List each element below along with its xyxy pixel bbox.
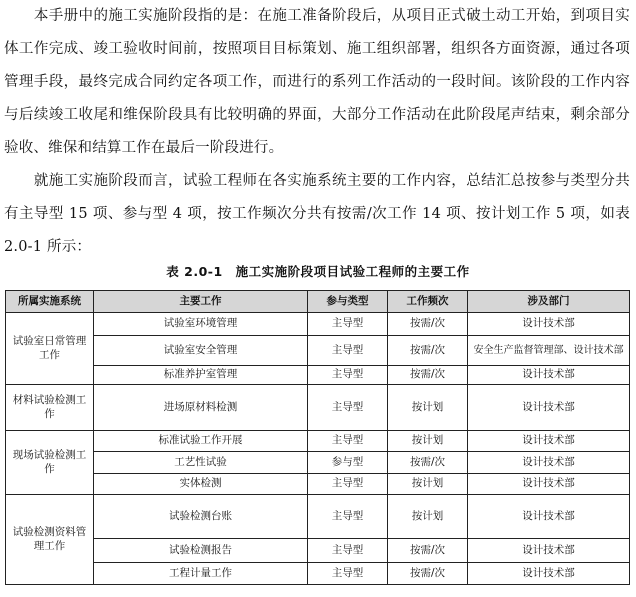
frequency-cell: 按需/次: [388, 336, 468, 366]
summary-paragraph: 就施工实施阶段而言，试验工程师在各实施系统主要的工作内容，总结汇总按参与类型分共有主导型 15 项、参与型 4 项，按工作频次分共有按需/次工作 14 项、按计划工作 5 项，如表 2.0-1 所示：: [4, 173, 630, 255]
frequency-cell: 按计划: [388, 431, 468, 452]
table-row: [6, 539, 630, 563]
frequency-cell: 按需/次: [388, 313, 468, 336]
frequency-cell: 按需/次: [388, 539, 468, 563]
department-cell: 设计技术部: [468, 313, 630, 336]
work-cell: 进场原材料检测: [94, 385, 308, 431]
work-cell: 工艺性试验: [94, 452, 308, 474]
frequency-cell: 按需/次: [388, 366, 468, 385]
work-cell: 试验室环境管理: [94, 313, 308, 336]
frequency-cell: 按需/次: [388, 563, 468, 585]
frequency-cell: 按需/次: [388, 452, 468, 474]
department-cell: 设计技术部: [468, 539, 630, 563]
work-cell: 试验室安全管理: [94, 336, 308, 366]
table-header-row: [6, 291, 630, 313]
intro-paragraph: 本手册中的施工实施阶段指的是：在施工准备阶段后，从项目正式破土动工开始，到项目实体工作完成、竣工验收时间前，按照项目目标策划、施工组织部署，组织各方面资源，通过各项管理手段，最终完成合同约定各项工作，而进行的系列工作活动的一段时间。该阶段的工作内容与后续竣工收尾和维保阶段具有比较明确的界面，大部分工作活动在此阶段尾声结束，剩余部分验收、维保和结算工作在最后一阶段进行。: [4, 8, 630, 156]
department-cell: 安全生产监督管理部、设计技术部: [468, 336, 630, 366]
table-row: [6, 474, 630, 495]
department-cell: 设计技术部: [468, 385, 630, 431]
type-cell: 主导型: [308, 495, 388, 539]
department-cell: 设计技术部: [468, 452, 630, 474]
department-cell: 设计技术部: [468, 366, 630, 385]
header-type: 参与类型: [308, 291, 388, 313]
header-system: 所属实施系统: [6, 291, 94, 313]
type-cell: 参与型: [308, 452, 388, 474]
table-row: [6, 313, 630, 336]
type-cell: 主导型: [308, 313, 388, 336]
type-cell: 主导型: [308, 336, 388, 366]
table-caption: 表 2.0-1 施工实施阶段项目试验工程师的主要工作: [166, 264, 470, 279]
type-cell: 主导型: [308, 563, 388, 585]
table-row: [6, 366, 630, 385]
table-row: [6, 431, 630, 452]
work-cell: 标准养护室管理: [94, 366, 308, 385]
header-work: 主要工作: [94, 291, 308, 313]
table-row: [6, 385, 630, 431]
work-cell: 试验检测台账: [94, 495, 308, 539]
system-cell: 试验室日常管理工作: [6, 313, 94, 385]
table-row: [6, 336, 630, 366]
table-row: [6, 452, 630, 474]
work-cell: 工程计量工作: [94, 563, 308, 585]
work-cell: 实体检测: [94, 474, 308, 495]
main-work-table: [5, 290, 630, 585]
frequency-cell: 按计划: [388, 385, 468, 431]
department-cell: 设计技术部: [468, 431, 630, 452]
type-cell: 主导型: [308, 539, 388, 563]
work-cell: 试验检测报告: [94, 539, 308, 563]
frequency-cell: 按计划: [388, 474, 468, 495]
type-cell: 主导型: [308, 474, 388, 495]
system-cell: 材料试验检测工作: [6, 385, 94, 431]
department-cell: 设计技术部: [468, 563, 630, 585]
frequency-cell: 按计划: [388, 495, 468, 539]
work-cell: 标准试验工作开展: [94, 431, 308, 452]
department-cell: 设计技术部: [468, 495, 630, 539]
table-row: [6, 563, 630, 585]
system-cell: 现场试验检测工作: [6, 431, 94, 495]
table-row: [6, 495, 630, 539]
type-cell: 主导型: [308, 431, 388, 452]
header-department: 涉及部门: [468, 291, 630, 313]
department-cell: 设计技术部: [468, 474, 630, 495]
type-cell: 主导型: [308, 385, 388, 431]
system-cell: 试验检测资料管理工作: [6, 495, 94, 585]
type-cell: 主导型: [308, 366, 388, 385]
header-frequency: 工作频次: [388, 291, 468, 313]
